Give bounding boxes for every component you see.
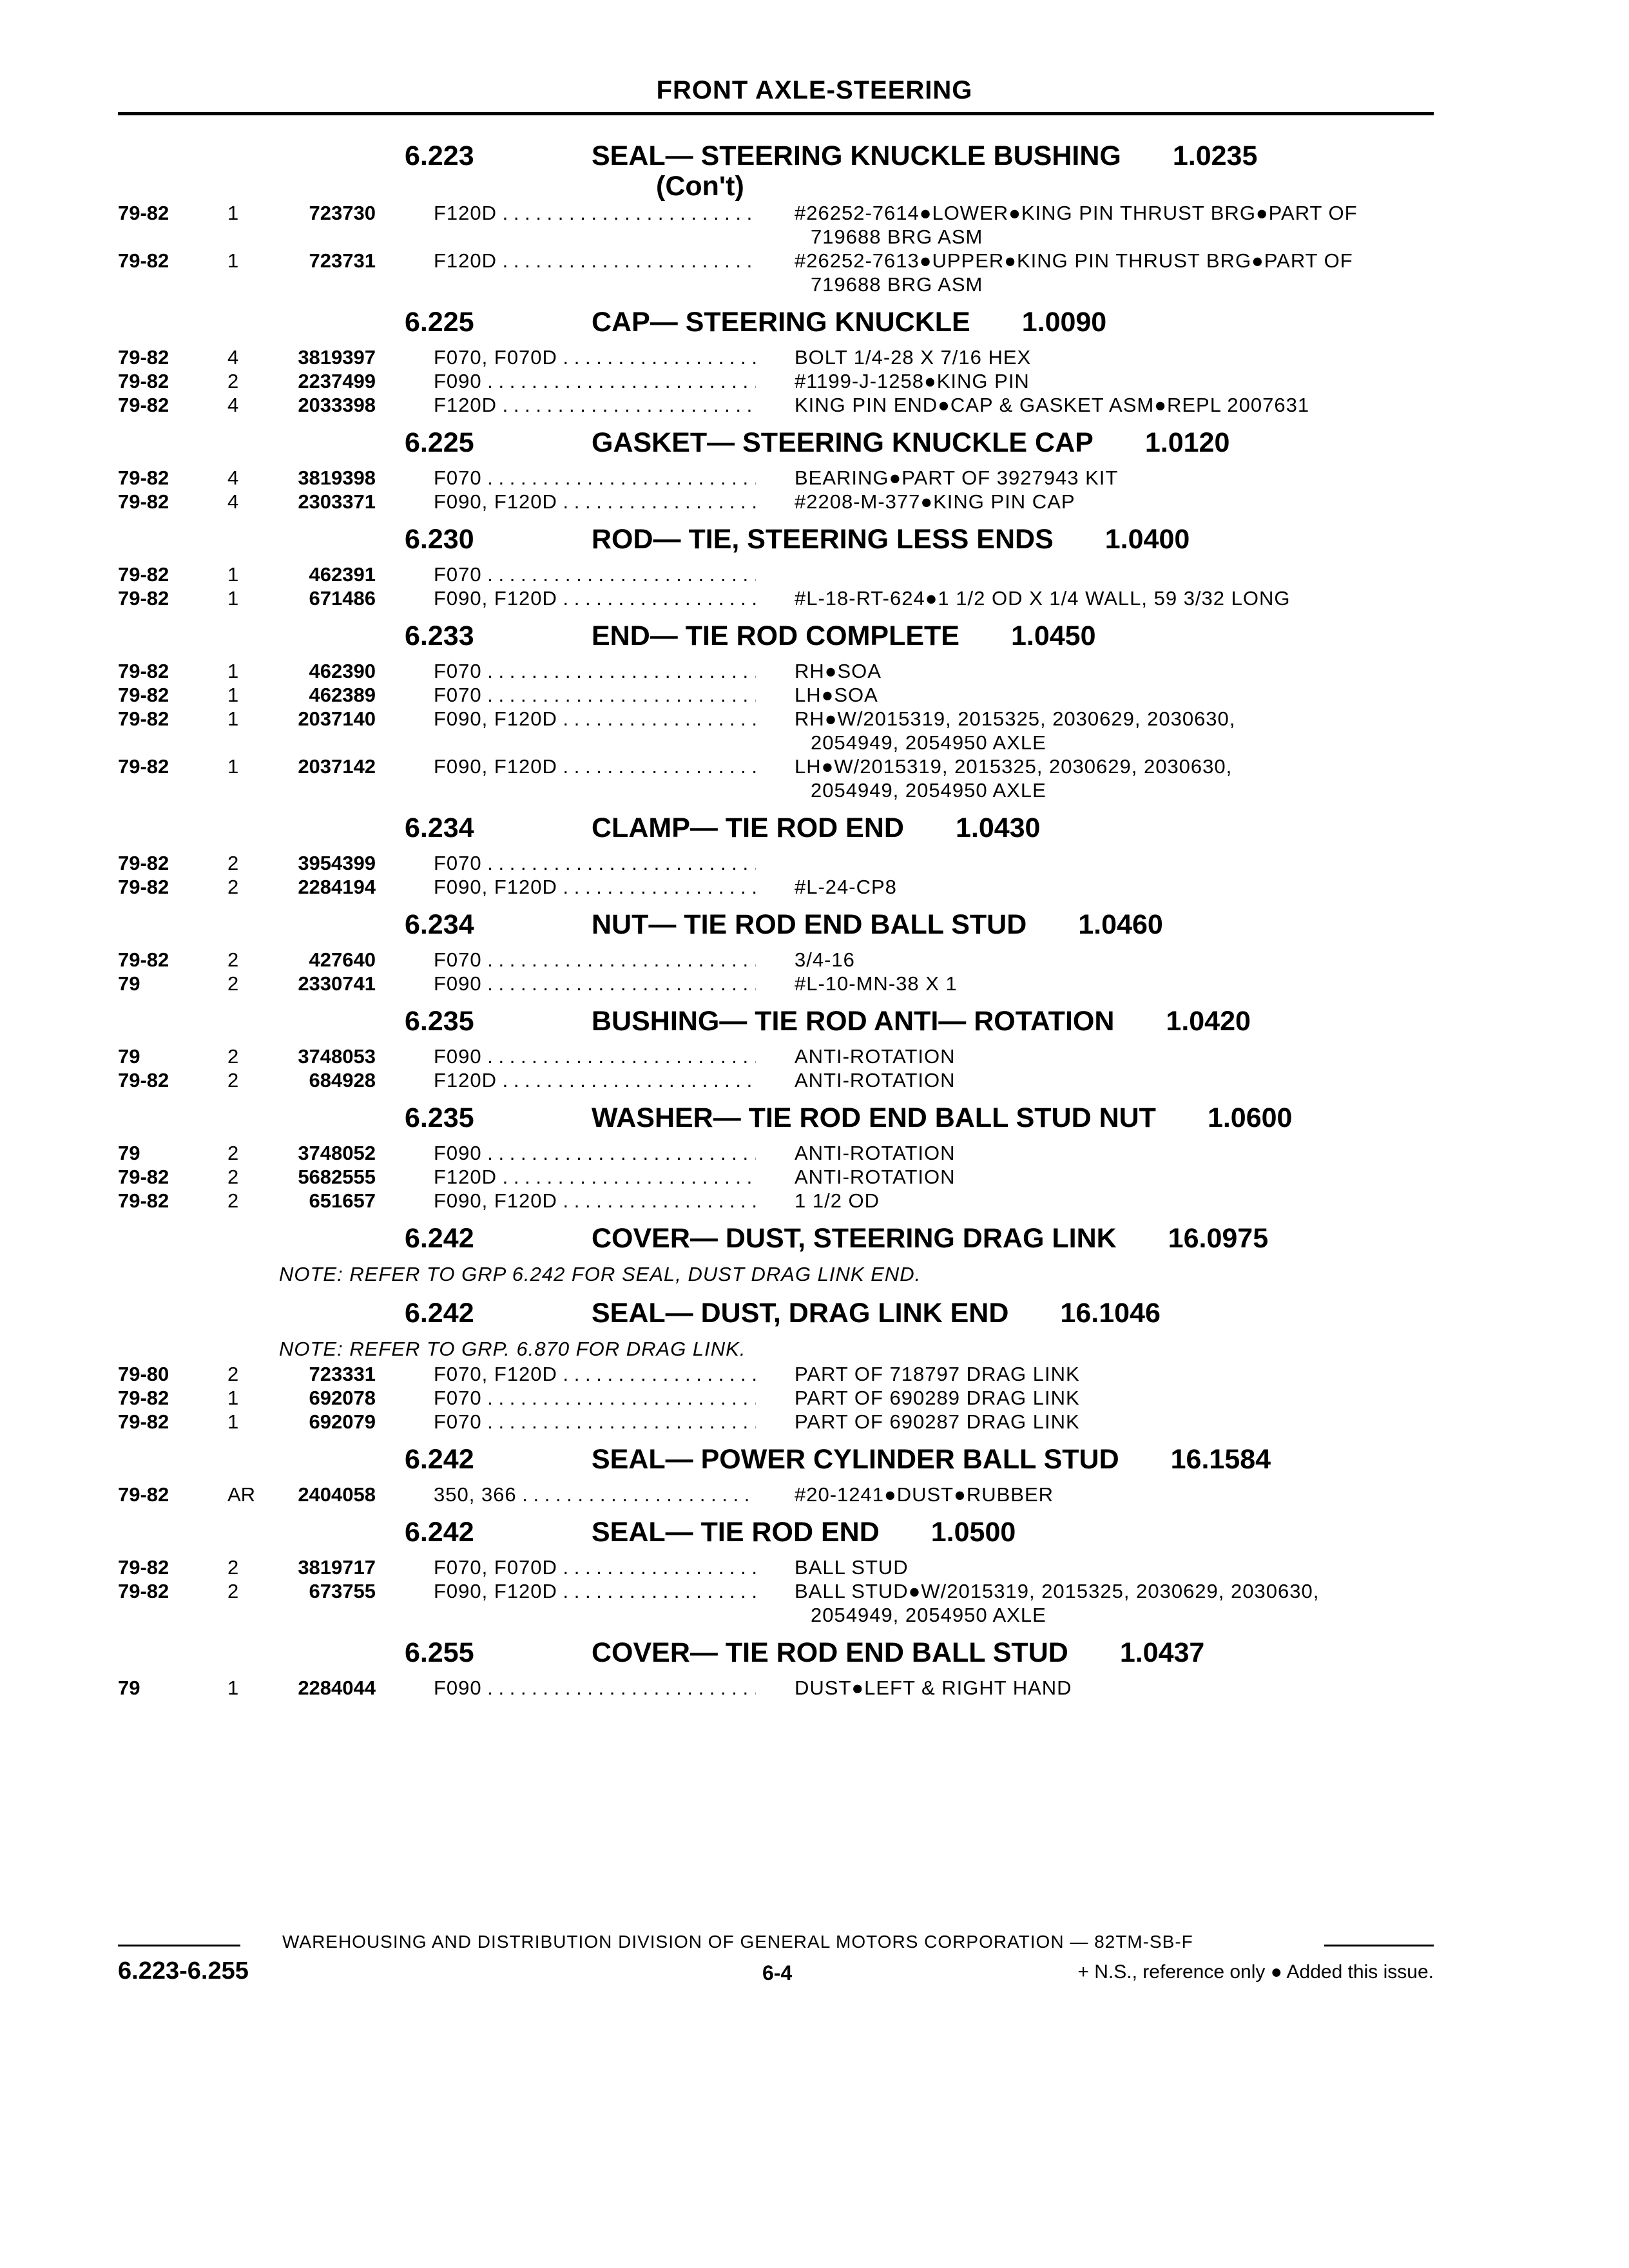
part-qty: 1: [227, 202, 239, 224]
part-description: ANTI-ROTATION: [795, 1069, 956, 1091]
part-row: [118, 948, 1434, 972]
part-description: PART OF 690289 DRAG LINK: [795, 1387, 1080, 1409]
part-number: 2284194: [298, 876, 376, 898]
part-number: 2330741: [298, 972, 376, 995]
part-row: [118, 466, 1434, 490]
part-description-wrap: [795, 1141, 1432, 1165]
section-group: 6.242: [405, 1517, 474, 1548]
part-qty: 1: [227, 660, 239, 682]
part-model: F120D . . .: [434, 249, 756, 273]
part-number: 2037142: [298, 755, 376, 778]
section-title-wrap: [592, 812, 1040, 844]
part-description-wrap: [795, 1165, 1432, 1189]
part-year: 79-82: [118, 202, 169, 224]
section-group: 6.242: [405, 1298, 474, 1329]
part-qty: 4: [227, 466, 239, 489]
part-qty: 2: [227, 1045, 239, 1068]
part-row: [118, 1386, 1434, 1410]
part-description: 3/4-16: [795, 948, 855, 971]
section-number: 16.1584: [1170, 1444, 1271, 1475]
part-model: F120D . . .: [434, 201, 756, 225]
part-description: #26252-7613●UPPER●KING PIN THRUST BRG●PART OF: [795, 249, 1353, 272]
part-model: F070 . . .: [434, 1410, 756, 1434]
part-year: 79-82: [118, 466, 169, 489]
part-description: ANTI-ROTATION: [795, 1142, 956, 1164]
section-number: 1.0120: [1144, 427, 1230, 458]
part-model: F120D . . .: [434, 1165, 756, 1189]
part-year: 79-82: [118, 490, 169, 513]
part-number: 3819397: [298, 346, 376, 369]
part-year: 79-82: [118, 1069, 169, 1091]
part-year: 79-82: [118, 346, 169, 369]
part-row: [118, 707, 1434, 754]
part-qty: 2: [227, 852, 239, 874]
part-description: #1199-J-1258●KING PIN: [795, 370, 1030, 392]
section-number: 1.0420: [1166, 1006, 1251, 1037]
part-year: 79-82: [118, 755, 169, 778]
part-qty: 2: [227, 1556, 239, 1579]
section-title-wrap: [592, 140, 1257, 200]
section-header: [118, 1444, 1434, 1483]
section-title-wrap: [592, 620, 1096, 652]
part-row: [118, 875, 1434, 899]
section-number: 1.0235: [1172, 140, 1258, 171]
page-header: FRONT AXLE-STEERING: [656, 76, 973, 104]
part-qty: 2: [227, 1142, 239, 1164]
page-footer: [118, 1932, 1434, 1987]
part-model: F090 . . .: [434, 1044, 756, 1068]
part-description-wrap: [795, 1483, 1432, 1506]
part-description-wrap: [795, 345, 1432, 369]
section-title: WASHER— TIE ROD END BALL STUD NUT: [592, 1102, 1156, 1133]
section-title-wrap: [592, 1223, 1268, 1254]
part-number: 2033398: [298, 394, 376, 416]
part-description: #26252-7614●LOWER●KING PIN THRUST BRG●PART OF: [795, 202, 1358, 224]
section-header: [118, 909, 1434, 948]
part-description: BALL STUD: [795, 1556, 909, 1579]
part-row: [118, 1362, 1434, 1386]
part-year: 79-82: [118, 707, 169, 730]
part-description-wrap: [795, 683, 1432, 707]
section-title: CAP— STEERING KNUCKLE: [592, 307, 970, 338]
section-title: SEAL— DUST, DRAG LINK END: [592, 1298, 1009, 1329]
part-row: [118, 659, 1434, 683]
part-qty: 2: [227, 1363, 239, 1385]
part-description-continued: 2054949, 2054950 AXLE: [811, 731, 1046, 754]
part-description: ANTI-ROTATION: [795, 1166, 956, 1188]
part-year: 79: [118, 972, 140, 995]
part-qty: 1: [227, 684, 239, 706]
section-title-wrap: [592, 1637, 1204, 1669]
part-year: 79-82: [118, 1580, 169, 1602]
section-title: CLAMP— TIE ROD END: [592, 812, 904, 843]
part-year: 79-82: [118, 1410, 169, 1433]
part-description: BEARING●PART OF 3927943 KIT: [795, 466, 1119, 489]
section-title-wrap: [592, 524, 1190, 555]
section-header: [118, 1637, 1434, 1676]
part-year: 79: [118, 1142, 140, 1164]
parts-list: [118, 140, 1434, 1700]
section-header: [118, 524, 1434, 562]
part-description-wrap: [795, 369, 1432, 393]
section-number: 1.0500: [930, 1517, 1016, 1548]
section-group: 6.225: [405, 427, 474, 458]
part-qty: 4: [227, 394, 239, 416]
part-qty: 1: [227, 707, 239, 730]
part-qty: 2: [227, 1189, 239, 1212]
part-qty: 1: [227, 563, 239, 586]
section-group: 6.235: [405, 1006, 474, 1037]
part-number: 692079: [309, 1410, 376, 1433]
part-description: BALL STUD●W/2015319, 2015325, 2030629, 2030630,: [795, 1580, 1320, 1602]
section-note: NOTE: REFER TO GRP 6.242 FOR SEAL, DUST DRAG LINK END.: [279, 1263, 921, 1285]
section-number: 1.0090: [1021, 307, 1107, 338]
section-header: [118, 307, 1434, 345]
section-number: 16.1046: [1060, 1298, 1161, 1329]
part-number: 684928: [309, 1069, 376, 1091]
part-year: 79-82: [118, 1556, 169, 1579]
part-qty: 1: [227, 587, 239, 610]
section-title: SEAL— STEERING KNUCKLE BUSHING: [592, 140, 1121, 171]
part-year: 79-82: [118, 563, 169, 586]
part-model: F070 . . .: [434, 948, 756, 972]
section-header: [118, 812, 1434, 851]
part-model: F120D . . .: [434, 1068, 756, 1092]
section-title-wrap: [592, 427, 1229, 459]
section-number: 1.0437: [1119, 1637, 1205, 1668]
part-description-wrap: [795, 875, 1432, 899]
part-number: 3819398: [298, 466, 376, 489]
part-model: F070 . . .: [434, 1386, 756, 1410]
footer-page-number: 6-4: [762, 1961, 793, 1984]
part-number: 673755: [309, 1580, 376, 1602]
part-row: [118, 345, 1434, 369]
part-description-wrap: [795, 948, 1432, 972]
part-number: 462390: [309, 660, 376, 682]
part-description: #L-18-RT-624●1 1/2 OD X 1/4 WALL, 59 3/32 LONG: [795, 587, 1291, 610]
section-title-wrap: [592, 909, 1163, 941]
part-row: [118, 490, 1434, 514]
part-row: [118, 1579, 1434, 1627]
part-row: [118, 1141, 1434, 1165]
section-header: [118, 427, 1434, 466]
part-year: 79-82: [118, 876, 169, 898]
part-model: F090 . . .: [434, 1676, 756, 1700]
part-number: 3954399: [298, 852, 376, 874]
section-number: 1.0400: [1104, 524, 1190, 555]
part-description: ANTI-ROTATION: [795, 1045, 956, 1068]
part-description: LH●SOA: [795, 684, 878, 706]
footer-rule-left: [118, 1945, 240, 1946]
part-number: 692078: [309, 1387, 376, 1409]
part-description-wrap: [795, 1676, 1432, 1700]
part-number: 2404058: [298, 1483, 376, 1506]
section-title: COVER— TIE ROD END BALL STUD: [592, 1637, 1068, 1668]
part-description-continued: 2054949, 2054950 AXLE: [811, 779, 1046, 802]
part-qty: 2: [227, 370, 239, 392]
part-description-wrap: [795, 659, 1432, 683]
part-row: [118, 1068, 1434, 1092]
part-model: F120D . . .: [434, 393, 756, 417]
part-description-wrap: [795, 1189, 1432, 1213]
section-group: 6.242: [405, 1223, 474, 1254]
part-row: [118, 683, 1434, 707]
part-model: F090, F120D . . .: [434, 490, 756, 514]
part-description: LH●W/2015319, 2015325, 2030629, 2030630,: [795, 755, 1233, 778]
part-number: 462391: [309, 563, 376, 586]
section-title-wrap: [592, 1517, 1016, 1548]
part-row: [118, 393, 1434, 417]
part-description: RH●W/2015319, 2015325, 2030629, 2030630,: [795, 707, 1236, 730]
part-description-wrap: [795, 1068, 1432, 1092]
part-model: F090, F120D . . .: [434, 875, 756, 899]
part-number: 427640: [309, 948, 376, 971]
part-description-wrap: [795, 754, 1432, 802]
part-model: F070, F120D . . .: [434, 1362, 756, 1386]
part-year: 79-82: [118, 587, 169, 610]
section-group: 6.235: [405, 1102, 474, 1133]
section-continued: (Con't): [656, 171, 744, 202]
footer-legend: + N.S., reference only ● Added this issue.: [1077, 1961, 1434, 1983]
part-description-wrap: [795, 466, 1432, 490]
part-row: [118, 1044, 1434, 1068]
part-year: 79-82: [118, 1483, 169, 1506]
section-header: [118, 620, 1434, 659]
section-number: 1.0460: [1078, 909, 1163, 940]
section-header: [118, 1517, 1434, 1555]
section-number: 1.0600: [1207, 1102, 1293, 1133]
part-number: 651657: [309, 1189, 376, 1212]
footer-rule-right: [1324, 1945, 1434, 1946]
part-description: #2208-M-377●KING PIN CAP: [795, 490, 1075, 513]
part-description: BOLT 1/4-28 X 7/16 HEX: [795, 346, 1032, 369]
part-number: 723730: [309, 202, 376, 224]
part-number: 3748052: [298, 1142, 376, 1164]
part-model: F070, F070D . . .: [434, 1555, 756, 1579]
section-note: NOTE: REFER TO GRP. 6.870 FOR DRAG LINK.: [279, 1338, 746, 1360]
section-title: END— TIE ROD COMPLETE: [592, 620, 959, 651]
part-row: [118, 851, 1434, 875]
part-number: 671486: [309, 587, 376, 610]
part-description: RH●SOA: [795, 660, 882, 682]
part-row: [118, 972, 1434, 995]
section-title-wrap: [592, 307, 1106, 338]
part-description-continued: 719688 BRG ASM: [811, 226, 983, 248]
part-description-wrap: [795, 201, 1432, 249]
part-description: 1 1/2 OD: [795, 1189, 880, 1212]
section-title: BUSHING— TIE ROD ANTI— ROTATION: [592, 1006, 1115, 1037]
part-year: 79: [118, 1677, 140, 1699]
part-qty: 2: [227, 948, 239, 971]
part-model: F070 . . .: [434, 562, 756, 586]
part-description-wrap: [795, 586, 1432, 610]
part-description: #20-1241●DUST●RUBBER: [795, 1483, 1054, 1506]
part-model: F090, F120D . . .: [434, 707, 756, 731]
part-qty: 2: [227, 1580, 239, 1602]
part-description-continued: 2054949, 2054950 AXLE: [811, 1604, 1046, 1626]
part-description-continued: 719688 BRG ASM: [811, 273, 983, 296]
section-number: 1.0450: [1010, 620, 1096, 651]
part-qty: AR: [227, 1483, 256, 1506]
part-model: F090 . . .: [434, 369, 756, 393]
part-year: 79-82: [118, 1387, 169, 1409]
part-year: 79-80: [118, 1363, 169, 1385]
part-description-wrap: [795, 1579, 1432, 1627]
section-title-wrap: [592, 1444, 1271, 1475]
part-description-wrap: [795, 1555, 1432, 1579]
part-qty: 2: [227, 1166, 239, 1188]
part-description-wrap: [795, 972, 1432, 995]
section-group: 6.225: [405, 307, 474, 338]
part-row: [118, 1165, 1434, 1189]
footer-group-range: 6.223-6.255: [118, 1957, 249, 1984]
part-number: 462389: [309, 684, 376, 706]
part-model: F090, F120D . . .: [434, 1579, 756, 1603]
section-title: GASKET— STEERING KNUCKLE CAP: [592, 427, 1094, 458]
part-description-wrap: [795, 393, 1432, 417]
section-header: [118, 1298, 1434, 1336]
section-number: 1.0430: [955, 812, 1041, 843]
part-year: 79-82: [118, 948, 169, 971]
part-year: 79-82: [118, 249, 169, 272]
header-rule: [118, 112, 1434, 115]
part-model: F070 . . .: [434, 851, 756, 875]
part-year: 79-82: [118, 660, 169, 682]
part-qty: 2: [227, 972, 239, 995]
section-title: ROD— TIE, STEERING LESS ENDS: [592, 524, 1054, 555]
section-group: 6.223: [405, 140, 474, 171]
part-qty: 2: [227, 1069, 239, 1091]
part-number: 723731: [309, 249, 376, 272]
part-row: [118, 1410, 1434, 1434]
part-number: 5682555: [298, 1166, 376, 1188]
part-row: [118, 1555, 1434, 1579]
part-description: PART OF 718797 DRAG LINK: [795, 1363, 1080, 1385]
part-description-wrap: [795, 249, 1432, 296]
section-header: [118, 1223, 1434, 1262]
part-model: F070 . . .: [434, 683, 756, 707]
part-number: 2284044: [298, 1677, 376, 1699]
section-title: SEAL— TIE ROD END: [592, 1517, 880, 1548]
section-title: SEAL— POWER CYLINDER BALL STUD: [592, 1444, 1119, 1475]
section-group: 6.234: [405, 812, 474, 843]
part-number: 3819717: [298, 1556, 376, 1579]
part-year: 79-82: [118, 684, 169, 706]
part-model: F070 . . .: [434, 659, 756, 683]
section-header: [118, 140, 1434, 201]
part-qty: 1: [227, 1677, 239, 1699]
part-row: [118, 586, 1434, 610]
part-description-wrap: [795, 1410, 1432, 1434]
part-year: 79-82: [118, 394, 169, 416]
part-model: F070, F070D . . .: [434, 345, 756, 369]
section-title-wrap: [592, 1006, 1251, 1037]
part-row: [118, 201, 1434, 249]
section-group: 6.230: [405, 524, 474, 555]
part-qty: 1: [227, 249, 239, 272]
section-header: [118, 1006, 1434, 1044]
part-description-wrap: [795, 1362, 1432, 1386]
part-number: 2037140: [298, 707, 376, 730]
part-model: F070 . . .: [434, 466, 756, 490]
part-number: 2237499: [298, 370, 376, 392]
section-header: [118, 1102, 1434, 1141]
part-description-wrap: [795, 490, 1432, 514]
part-qty: 1: [227, 755, 239, 778]
part-row: [118, 1189, 1434, 1213]
part-row: [118, 754, 1434, 802]
part-description: #L-10-MN-38 X 1: [795, 972, 958, 995]
part-year: 79-82: [118, 1189, 169, 1212]
part-row: [118, 1676, 1434, 1700]
part-description: DUST●LEFT & RIGHT HAND: [795, 1677, 1072, 1699]
section-title: NUT— TIE ROD END BALL STUD: [592, 909, 1027, 940]
part-qty: 1: [227, 1410, 239, 1433]
part-model: F090, F120D . . .: [434, 754, 756, 778]
section-title: COVER— DUST, STEERING DRAG LINK: [592, 1223, 1117, 1254]
part-description: #L-24-CP8: [795, 876, 897, 898]
part-year: 79-82: [118, 370, 169, 392]
section-group: 6.233: [405, 620, 474, 651]
part-row: [118, 369, 1434, 393]
part-model: F090 . . .: [434, 972, 756, 995]
part-qty: 4: [227, 490, 239, 513]
part-description-wrap: [795, 707, 1432, 754]
part-row: [118, 249, 1434, 296]
part-description-wrap: [795, 1386, 1432, 1410]
part-row: [118, 1483, 1434, 1506]
part-model: 350, 366 . . .: [434, 1483, 756, 1506]
footer-corporation: WAREHOUSING AND DISTRIBUTION DIVISION OF GENERAL MOTORS CORPORATION — 82TM-SB-F: [282, 1932, 1193, 1952]
part-description: PART OF 690287 DRAG LINK: [795, 1410, 1080, 1433]
part-model: F090, F120D . . .: [434, 1189, 756, 1213]
section-number: 16.0975: [1168, 1223, 1269, 1254]
part-number: 3748053: [298, 1045, 376, 1068]
part-year: 79-82: [118, 852, 169, 874]
section-title-wrap: [592, 1102, 1292, 1134]
section-group: 6.242: [405, 1444, 474, 1475]
section-group: 6.234: [405, 909, 474, 940]
section-title-wrap: [592, 1298, 1161, 1329]
part-number: 2303371: [298, 490, 376, 513]
part-qty: 1: [227, 1387, 239, 1409]
part-model: F090 . . .: [434, 1141, 756, 1165]
part-description-wrap: [795, 1044, 1432, 1068]
part-row: [118, 562, 1434, 586]
part-year: 79-82: [118, 1166, 169, 1188]
part-number: 723331: [309, 1363, 376, 1385]
part-model: F090, F120D . . .: [434, 586, 756, 610]
part-year: 79: [118, 1045, 140, 1068]
part-qty: 4: [227, 346, 239, 369]
part-description: KING PIN END●CAP & GASKET ASM●REPL 2007631: [795, 394, 1310, 416]
part-qty: 2: [227, 876, 239, 898]
section-group: 6.255: [405, 1637, 474, 1668]
